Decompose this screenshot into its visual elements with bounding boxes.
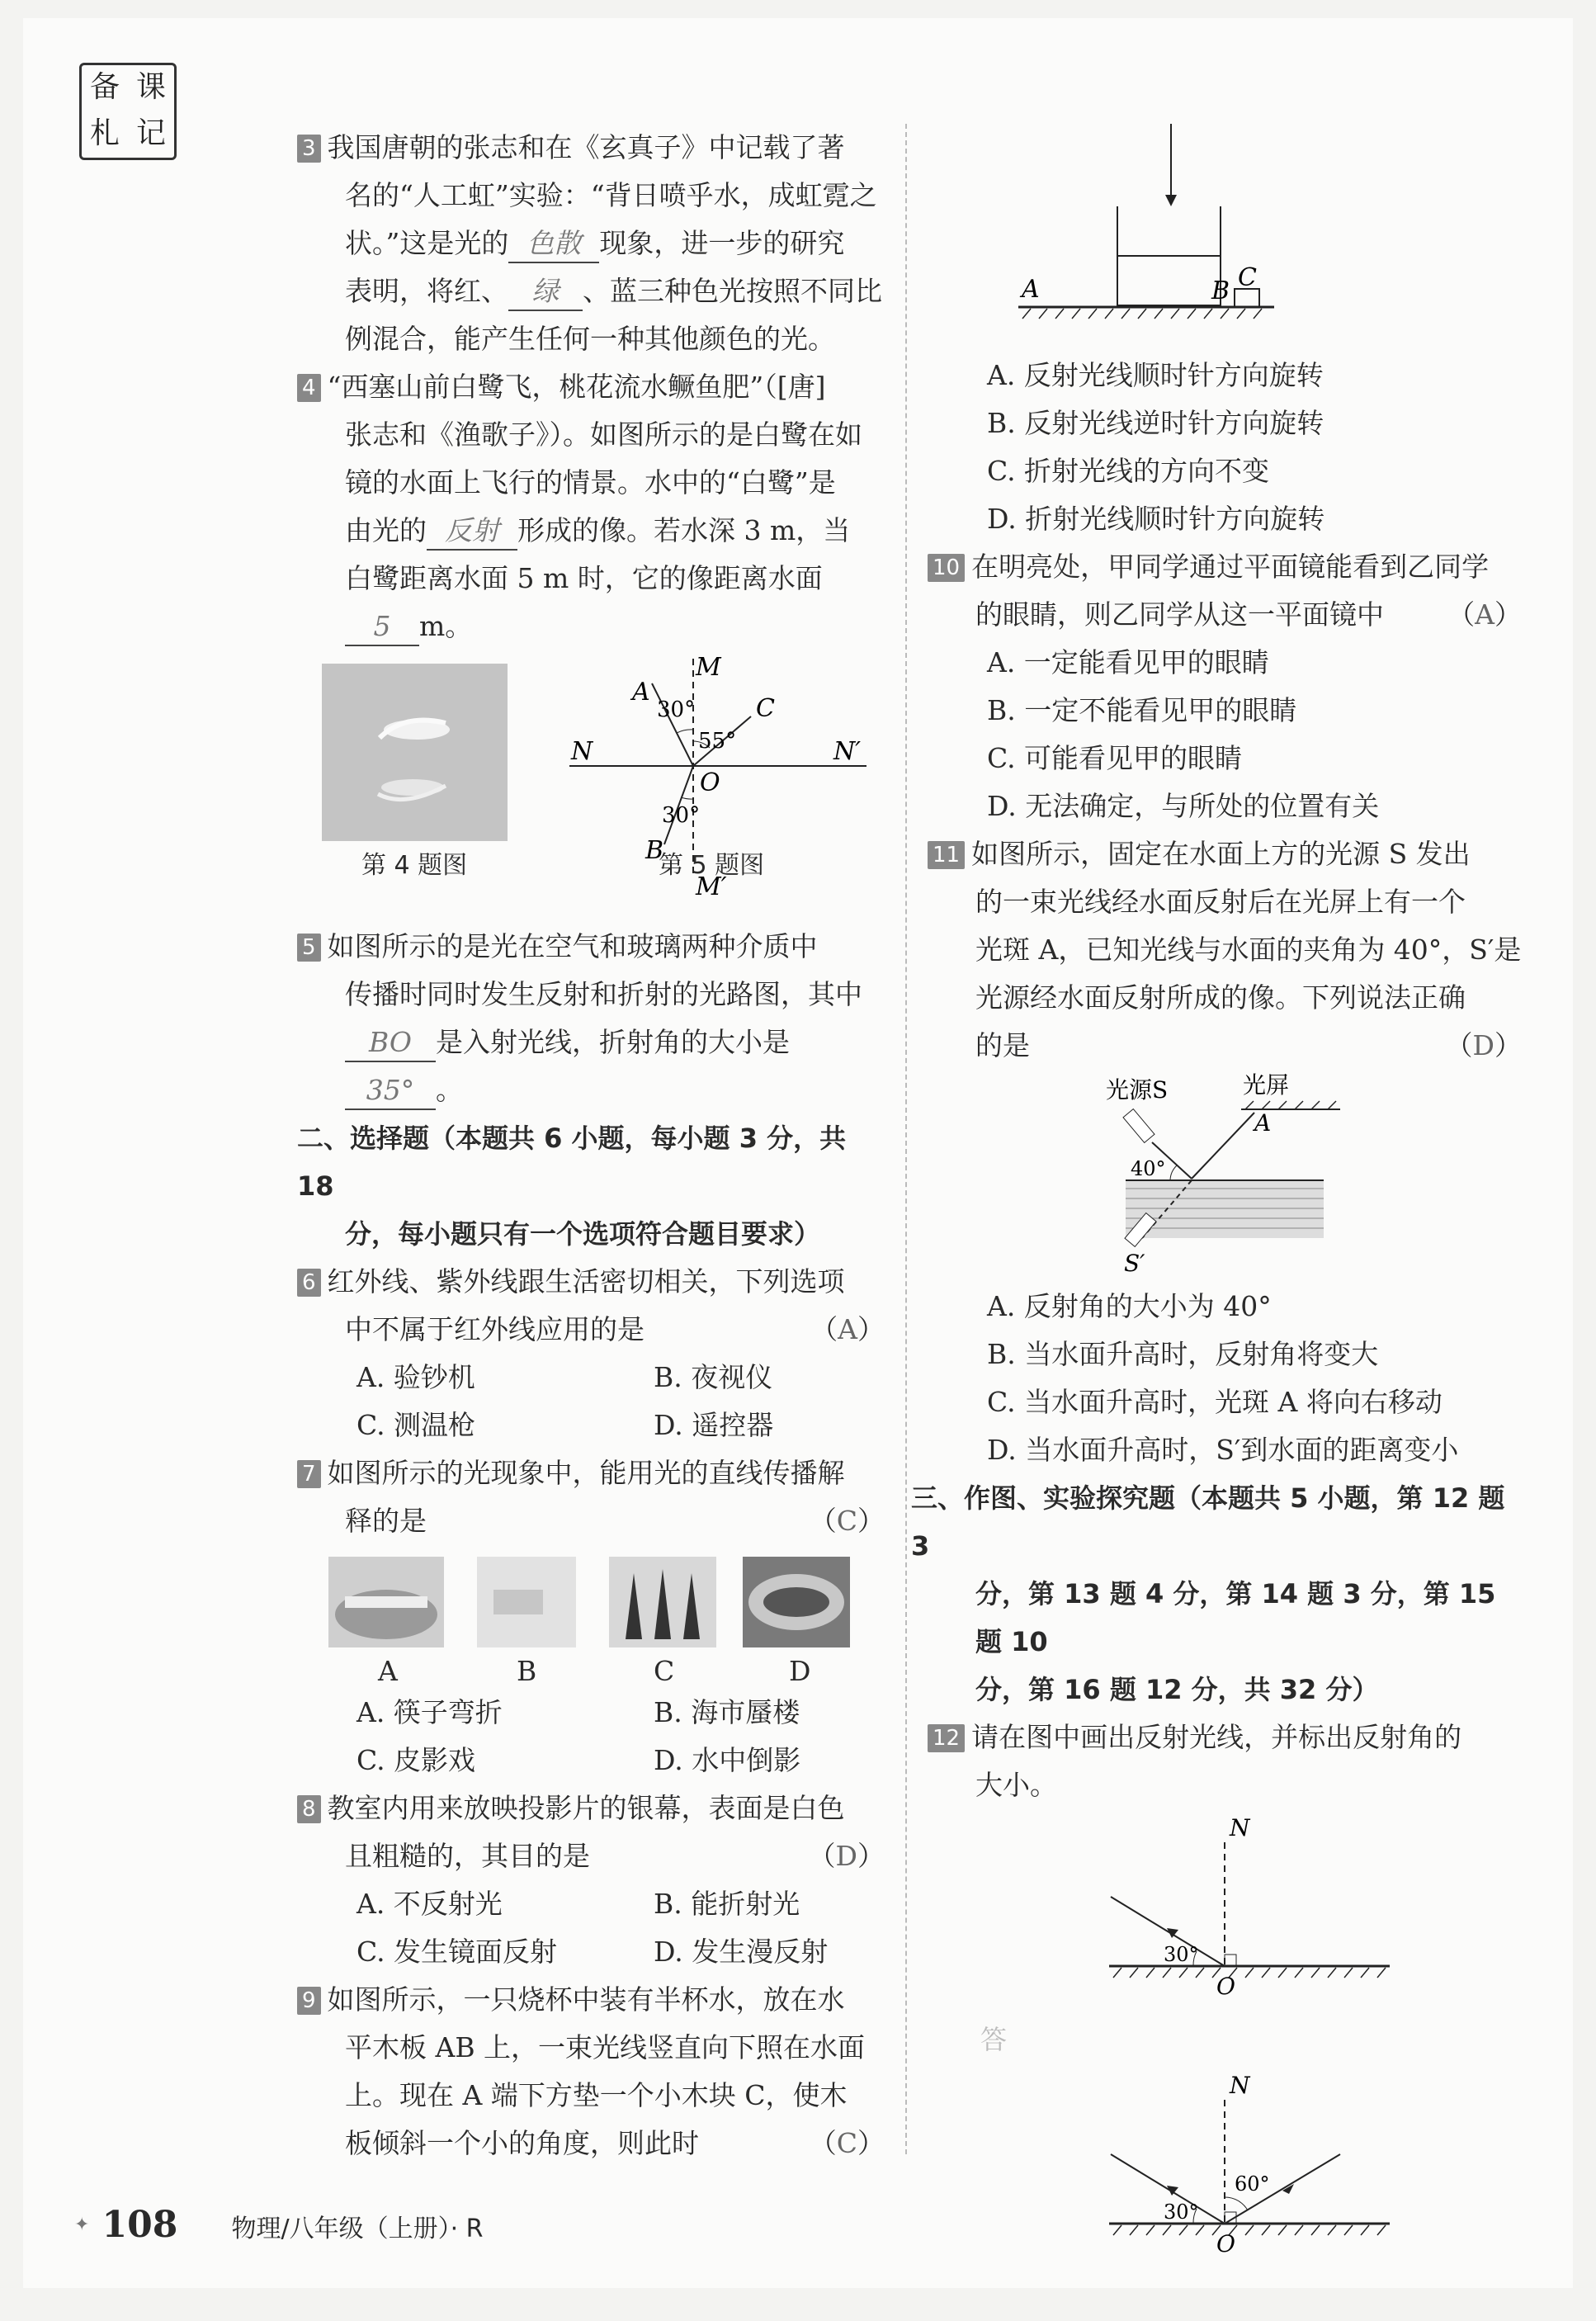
answer-bracket[interactable] bbox=[810, 1497, 885, 1545]
option-b[interactable]: B. 海市蜃楼 bbox=[654, 1696, 800, 1728]
question-text: “西塞山前白鹭飞，桃花流水鳜鱼肥”（[唐] bbox=[327, 371, 826, 403]
logo-char: 课 bbox=[135, 70, 166, 104]
answer-blank[interactable]: 绿 bbox=[508, 273, 583, 311]
question-text: 且粗糙的，其目的是 bbox=[345, 1840, 590, 1872]
option-d[interactable]: D. 当水面升高时，S′到水面的距离变小 bbox=[987, 1434, 1459, 1466]
figure-5-caption: 第 5 题图 bbox=[659, 851, 765, 880]
option-d[interactable]: D. 发生漫反射 bbox=[654, 1936, 829, 1968]
bracket: ） bbox=[857, 2127, 885, 2159]
book-title: 物理/八年级（上册）· R bbox=[231, 2215, 484, 2243]
image-label: D bbox=[789, 1655, 811, 1687]
question-text: 形成的像。若水深 3 m，当 bbox=[517, 514, 851, 546]
section-3-heading bbox=[911, 1474, 1522, 1714]
question-number: 4 bbox=[297, 374, 321, 402]
option-c[interactable]: C. 可能看见甲的眼睛 bbox=[987, 742, 1243, 774]
figure-12 bbox=[928, 1809, 1522, 2321]
option-d[interactable]: D. 无法确定，与所处的位置有关 bbox=[987, 790, 1380, 822]
angle-label: 30° bbox=[662, 803, 701, 828]
bracket: ） bbox=[857, 1505, 885, 1537]
section-title: 二、选择题（本题共 6 小题，每小题 3 分，共 18 bbox=[297, 1123, 847, 1202]
label-A: A bbox=[1254, 1109, 1272, 1137]
q7-images bbox=[297, 1545, 885, 1689]
logo-char: 备 bbox=[89, 70, 120, 104]
section-2-heading bbox=[297, 1114, 885, 1258]
option-c[interactable]: C. 发生镜面反射 bbox=[357, 1936, 558, 1968]
question-text: 请在图中画出反射光线，并标出反射角的 bbox=[971, 1721, 1462, 1753]
logo-char: 记 bbox=[135, 116, 166, 150]
label-M: M bbox=[696, 653, 721, 682]
question-text: 红外线、紫外线跟生活密切相关，下列选项 bbox=[327, 1265, 845, 1298]
question-number: 5 bbox=[297, 934, 321, 962]
question-text: 释的是 bbox=[345, 1505, 427, 1537]
angle-label: 55° bbox=[698, 729, 737, 754]
question-text: 的眼睛，则乙同学从这一平面镜中 bbox=[975, 598, 1384, 631]
section-title: 分，第 16 题 12 分，共 32 分） bbox=[975, 1674, 1379, 1705]
question-number: 11 bbox=[928, 841, 965, 869]
answer-blank[interactable]: 35° bbox=[345, 1072, 436, 1110]
right-column bbox=[911, 124, 1522, 2321]
question-text: 我国唐朝的张志和在《玄真子》中记载了著 bbox=[327, 131, 845, 163]
option-a[interactable]: A. 反射角的大小为 40° bbox=[987, 1290, 1272, 1322]
figure-4-caption: 第 4 题图 bbox=[361, 851, 468, 880]
figure-11-diagram bbox=[928, 1070, 1522, 1283]
question-7 bbox=[297, 1449, 885, 1784]
question-text: 板倾斜一个小的角度，则此时 bbox=[345, 2127, 699, 2159]
option-c[interactable]: C. 测温枪 bbox=[357, 1409, 476, 1441]
question-text: 光源经水面反射所成的像。下列说法正确 bbox=[975, 981, 1466, 1014]
question-number: 9 bbox=[297, 1987, 321, 2015]
option-a[interactable]: A. 一定能看见甲的眼睛 bbox=[987, 646, 1269, 678]
angle-label: 30° bbox=[1164, 1943, 1199, 1966]
label-light-source: 光源S bbox=[1106, 1076, 1169, 1104]
label-O: O bbox=[700, 768, 720, 797]
question-text: 是入射光线，折射角的大小是 bbox=[436, 1026, 790, 1058]
light-source-diagram bbox=[1101, 1073, 1348, 1279]
option-b[interactable]: B. 反射光线逆时针方向旋转 bbox=[987, 407, 1324, 439]
left-column bbox=[297, 124, 885, 2167]
option-b[interactable]: B. 一定不能看见甲的眼睛 bbox=[987, 694, 1297, 726]
option-c[interactable]: C. 折射光线的方向不变 bbox=[987, 455, 1270, 487]
answer-marker: 答 bbox=[980, 2024, 1008, 2055]
question-text: 现象，进一步的研究 bbox=[599, 227, 845, 259]
label-B: B bbox=[645, 836, 664, 865]
image-shadow-play bbox=[609, 1557, 716, 1647]
answer-choice: C bbox=[836, 2127, 857, 2159]
label-C: C bbox=[756, 694, 775, 723]
label-A: A bbox=[1022, 275, 1040, 304]
option-a[interactable]: A. 不反射光 bbox=[357, 1888, 503, 1920]
angle-label: 30° bbox=[1164, 2200, 1199, 2224]
answer-choice: C bbox=[836, 1505, 857, 1537]
bracket: （ bbox=[809, 1505, 837, 1537]
bracket: （ bbox=[1445, 1029, 1473, 1061]
question-text: 中不属于红外线应用的是 bbox=[345, 1313, 645, 1345]
label-M-prime: M′ bbox=[696, 872, 727, 898]
question-text: 由光的 bbox=[345, 514, 427, 546]
question-text: 名的“人工虹”实验：“背日喷乎水，成虹霓之 bbox=[345, 179, 877, 211]
question-text: 上。现在 A 端下方垫一个小木块 C，使木 bbox=[345, 2079, 848, 2111]
section-title: 分，第 13 题 4 分，第 14 题 3 分，第 15 题 10 bbox=[975, 1578, 1496, 1657]
answer-choice: D bbox=[835, 1840, 857, 1872]
bracket: ） bbox=[1494, 1029, 1522, 1061]
question-3 bbox=[297, 124, 885, 363]
page-number: 108 bbox=[102, 2204, 178, 2246]
image-water-reflection bbox=[743, 1557, 850, 1647]
page-footer bbox=[74, 2204, 484, 2246]
question-text: 的一束光线经水面反射后在光屏上有一个 bbox=[975, 886, 1466, 918]
option-b[interactable]: B. 当水面升高时，反射角将变大 bbox=[987, 1338, 1379, 1370]
question-text: 在明亮处，甲同学通过平面镜能看到乙同学 bbox=[971, 551, 1490, 583]
egret-illustration bbox=[322, 664, 508, 841]
label-N: N bbox=[1230, 1814, 1250, 1841]
question-text: 传播时同时发生反射和折射的光路图，其中 bbox=[345, 978, 862, 1010]
question-8 bbox=[297, 1784, 885, 1976]
image-label: B bbox=[517, 1655, 537, 1687]
question-text: 的是 bbox=[975, 1029, 1030, 1061]
label-O: O bbox=[1216, 2230, 1235, 2257]
question-text: 光斑 A，已知光线与水面的夹角为 40°，S′是 bbox=[975, 934, 1522, 966]
answer-choice: A bbox=[838, 1313, 857, 1345]
option-d[interactable]: D. 遥控器 bbox=[654, 1409, 774, 1441]
question-number: 3 bbox=[297, 135, 321, 163]
question-text: 平木板 AB 上，一束光线竖直向下照在水面 bbox=[345, 2031, 866, 2063]
answer-blank[interactable]: 色散 bbox=[508, 225, 599, 263]
star-icon: ✦ bbox=[74, 2215, 90, 2235]
question-text: 白鹭距离水面 5 m 时，它的像距离水面 bbox=[345, 562, 823, 594]
question-text: m。 bbox=[419, 610, 473, 642]
answer-blank[interactable]: 5 bbox=[345, 608, 419, 646]
option-c[interactable]: C. 当水面升高时，光斑 A 将向右移动 bbox=[987, 1386, 1443, 1418]
image-mirage bbox=[477, 1557, 576, 1647]
image-label: C bbox=[654, 1655, 675, 1687]
answer-choice: A bbox=[1475, 598, 1494, 631]
figure-9-beaker bbox=[928, 124, 1522, 352]
question-text: 教室内用来放映投影片的银幕，表面是白色 bbox=[327, 1792, 845, 1824]
question-number: 12 bbox=[928, 1724, 965, 1752]
answer-bracket[interactable] bbox=[1446, 1022, 1522, 1070]
question-text: 状。”这是光的 bbox=[345, 227, 509, 259]
option-a[interactable]: A. 验钞机 bbox=[357, 1361, 475, 1393]
question-text: 镜的水面上飞行的情景。水中的“白鹭”是 bbox=[345, 466, 836, 499]
question-text: 表明，将红、 bbox=[345, 275, 508, 307]
angle-label: 60° bbox=[1235, 2172, 1270, 2196]
section-title: 分，每小题只有一个选项符合题目要求） bbox=[345, 1218, 821, 1250]
answer-blank[interactable]: 反射 bbox=[427, 513, 517, 551]
question-text: 如图所示，一只烧杯中装有半杯水，放在水 bbox=[327, 1983, 845, 2016]
beaker-diagram bbox=[1002, 124, 1348, 352]
question-6 bbox=[297, 1258, 885, 1449]
question-4 bbox=[297, 363, 885, 650]
option-b[interactable]: B. 能折射光 bbox=[654, 1888, 800, 1920]
option-c[interactable]: C. 皮影戏 bbox=[357, 1744, 476, 1776]
reflection-diagrams bbox=[928, 1809, 1522, 2321]
bracket: ） bbox=[1494, 598, 1522, 631]
bracket: ） bbox=[857, 1840, 885, 1872]
answer-bracket[interactable] bbox=[810, 1306, 885, 1354]
question-text: 例混合，能产生任何一种其他颜色的光。 bbox=[345, 323, 835, 355]
question-text: 。 bbox=[436, 1074, 463, 1106]
label-O: O bbox=[1216, 1973, 1235, 2000]
label-N: N bbox=[1230, 2072, 1250, 2099]
answer-choice: D bbox=[1472, 1029, 1494, 1061]
bracket: （ bbox=[1447, 598, 1476, 631]
logo-char: 札 bbox=[89, 116, 120, 150]
image-chopsticks bbox=[328, 1557, 444, 1647]
egret-photo bbox=[322, 664, 508, 841]
question-text: 张志和《渔歌子》）。如图所示的是白鹭在如 bbox=[345, 418, 862, 451]
question-number: 8 bbox=[297, 1795, 321, 1823]
label-C: C bbox=[1238, 263, 1257, 292]
answer-bracket[interactable] bbox=[1447, 591, 1522, 639]
option-d[interactable]: D. 水中倒影 bbox=[654, 1744, 801, 1776]
question-text: 、蓝三种色光按照不同比 bbox=[583, 275, 882, 307]
column-divider bbox=[905, 124, 907, 2154]
question-number: 10 bbox=[928, 554, 965, 582]
question-text: 如图所示的是光在空气和玻璃两种介质中 bbox=[327, 930, 818, 962]
bracket: ） bbox=[857, 1313, 885, 1345]
question-text: 如图所示的光现象中，能用光的直线传播解 bbox=[327, 1457, 845, 1489]
angle-label: 40° bbox=[1131, 1157, 1166, 1180]
question-text: 大小。 bbox=[975, 1769, 1057, 1801]
question-9 bbox=[297, 1976, 885, 2167]
label-S-prime: S′ bbox=[1124, 1250, 1145, 1277]
prep-notes-logo bbox=[79, 63, 177, 160]
option-a[interactable]: A. 反射光线顺时针方向旋转 bbox=[987, 359, 1324, 391]
option-a[interactable]: A. 筷子弯折 bbox=[357, 1696, 503, 1728]
question-11 bbox=[928, 830, 1522, 1474]
question-number: 7 bbox=[297, 1460, 321, 1488]
bracket: （ bbox=[809, 2127, 837, 2159]
figures-4-5 bbox=[297, 650, 885, 923]
answer-bracket[interactable] bbox=[810, 2120, 885, 2167]
option-b[interactable]: B. 夜视仪 bbox=[654, 1361, 773, 1393]
answer-bracket[interactable] bbox=[809, 1832, 885, 1880]
question-10 bbox=[928, 543, 1522, 830]
question-12 bbox=[928, 1714, 1522, 2321]
label-A: A bbox=[632, 678, 650, 707]
label-N-prime: N′ bbox=[833, 737, 862, 766]
answer-blank[interactable]: BO bbox=[345, 1024, 436, 1062]
label-screen: 光屏 bbox=[1243, 1073, 1290, 1099]
question-number: 6 bbox=[297, 1269, 321, 1297]
image-label: A bbox=[378, 1655, 398, 1687]
bracket: （ bbox=[810, 1313, 838, 1345]
section-title: 三、作图、实验探究题（本题共 5 小题，第 12 题 3 bbox=[911, 1482, 1505, 1562]
question-text: 如图所示，固定在水面上方的光源 S 发出 bbox=[971, 838, 1471, 870]
bracket: （ bbox=[808, 1840, 836, 1872]
option-d[interactable]: D. 折射光线顺时针方向旋转 bbox=[987, 503, 1325, 535]
angle-label: 30° bbox=[657, 697, 696, 722]
label-B: B bbox=[1211, 277, 1230, 305]
label-N: N bbox=[571, 737, 593, 766]
question-5 bbox=[297, 923, 885, 1114]
